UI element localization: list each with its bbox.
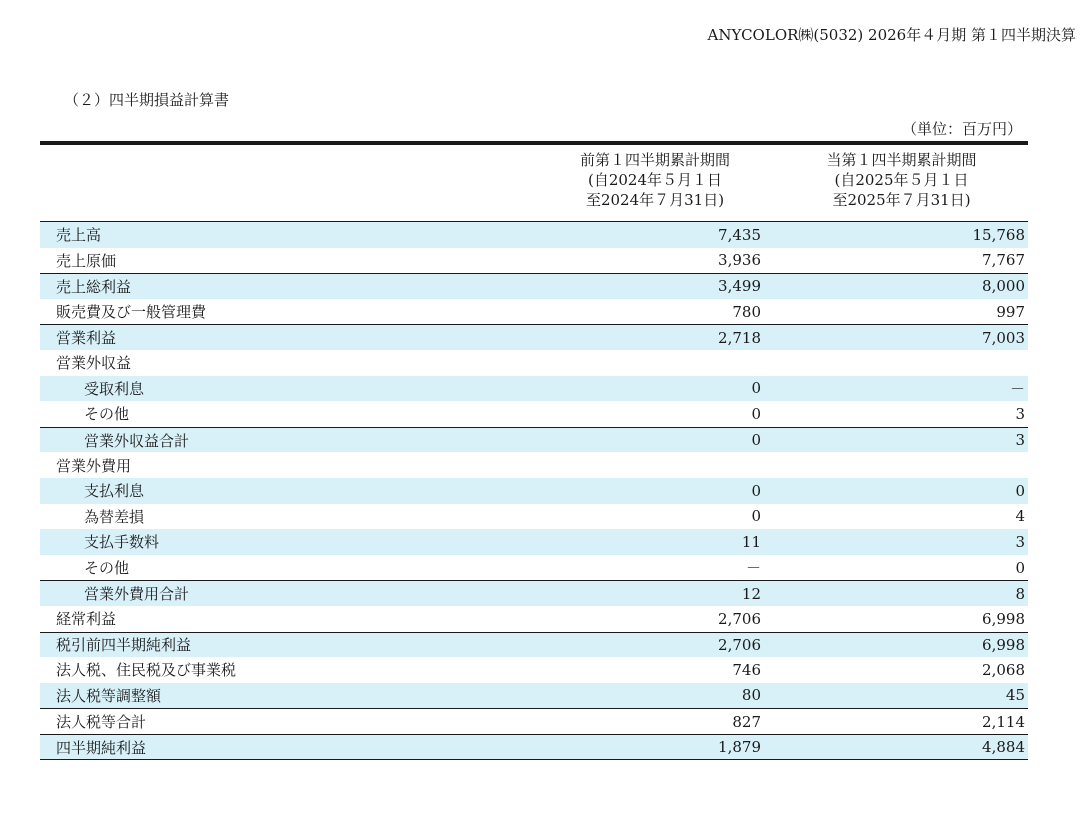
row-label: 受取利息 <box>84 379 145 398</box>
current-value: 4,884 <box>982 738 1025 757</box>
current-value: － <box>1009 379 1025 398</box>
current-value: 2,068 <box>982 660 1025 679</box>
table-row <box>40 376 1028 402</box>
row-label: 営業外費用 <box>56 456 132 475</box>
row-label: 売上原価 <box>56 251 117 270</box>
row-label: 売上高 <box>56 226 102 245</box>
row-label: 販売費及び一般管理費 <box>56 303 207 322</box>
prior-value: 3,936 <box>718 251 761 270</box>
header-current-period-title: 当第１四半期累計期間 <box>826 151 977 169</box>
prior-value: 2,718 <box>718 328 761 347</box>
current-value: 6,998 <box>982 609 1025 628</box>
table-row <box>40 504 1028 530</box>
income-statement-table <box>40 141 1028 760</box>
prior-value: 0 <box>751 379 761 398</box>
prior-value: 0 <box>751 404 761 423</box>
prior-value: 746 <box>732 660 761 679</box>
current-value: 45 <box>1005 686 1025 705</box>
table-row <box>40 427 1028 453</box>
table-row <box>40 350 1028 376</box>
row-label: 営業外収益 <box>56 354 132 373</box>
row-label: 営業外費用合計 <box>84 585 190 604</box>
prior-value: 780 <box>732 302 761 321</box>
document-header: ANYCOLOR㈱(5032) 2026年４月期 第１四半期決算 <box>707 26 1076 44</box>
table-row <box>40 580 1028 606</box>
current-value: 8,000 <box>982 277 1025 296</box>
current-value: 997 <box>996 302 1025 321</box>
table-row <box>40 324 1028 350</box>
table-row <box>40 273 1028 299</box>
current-value: 8 <box>1015 584 1025 603</box>
table-row <box>40 555 1028 581</box>
row-label: 支払手数料 <box>84 533 160 552</box>
prior-value: 827 <box>732 712 761 731</box>
table-header <box>40 145 1028 222</box>
table-row <box>40 606 1028 632</box>
table-row <box>40 452 1028 478</box>
current-value: 7,003 <box>982 328 1025 347</box>
table-row <box>40 632 1028 658</box>
table-bottom-rule <box>40 759 1028 760</box>
current-value: 3 <box>1015 404 1025 423</box>
header-prior-period-to: 至2024年７月31日) <box>585 191 725 209</box>
row-label: 支払利息 <box>84 482 145 501</box>
prior-value: 80 <box>741 686 761 705</box>
row-label: 税引前四半期純利益 <box>56 636 192 655</box>
prior-value: 2,706 <box>718 609 761 628</box>
row-label: 売上総利益 <box>56 277 132 296</box>
table-row <box>40 478 1028 504</box>
table-row <box>40 708 1028 734</box>
row-label: 四半期純利益 <box>56 738 147 757</box>
header-label-column <box>40 145 535 221</box>
current-value: 3 <box>1015 532 1025 551</box>
table-row <box>40 222 1028 248</box>
row-label: その他 <box>84 405 130 424</box>
row-label: 法人税等調整額 <box>56 686 162 705</box>
table-row <box>40 657 1028 683</box>
header-current-period <box>775 145 1028 221</box>
prior-value: － <box>745 559 761 578</box>
header-current-period-from: (自2025年５月１日 <box>834 171 969 189</box>
row-label: 法人税、住民税及び事業税 <box>56 661 237 680</box>
current-value: 3 <box>1015 431 1025 450</box>
prior-value: 2,706 <box>718 635 761 654</box>
unit-label: （単位：百万円） <box>901 120 1022 138</box>
prior-value: 12 <box>741 584 761 603</box>
table-row <box>40 683 1028 709</box>
prior-value: 0 <box>751 481 761 500</box>
table-row <box>40 299 1028 325</box>
row-label: 営業外収益合計 <box>84 431 190 450</box>
header-prior-period-title: 前第１四半期累計期間 <box>579 151 730 169</box>
current-value: 0 <box>1015 558 1025 577</box>
header-prior-period-from: (自2024年５月１日 <box>587 171 723 189</box>
table-row <box>40 734 1028 760</box>
prior-value: 0 <box>751 507 761 526</box>
table-row <box>40 401 1028 427</box>
table-row <box>40 248 1028 274</box>
prior-value: 11 <box>741 532 761 551</box>
row-label: 営業利益 <box>56 329 117 348</box>
current-value: 15,768 <box>972 225 1025 244</box>
row-label: 経常利益 <box>56 610 117 629</box>
row-label: その他 <box>84 559 130 578</box>
prior-value: 3,499 <box>718 277 761 296</box>
header-prior-period <box>535 145 775 221</box>
current-value: 0 <box>1015 481 1025 500</box>
header-current-period-to: 至2025年７月31日) <box>832 191 971 209</box>
current-value: 6,998 <box>982 635 1025 654</box>
current-value: 2,114 <box>982 712 1025 731</box>
row-label: 為替差損 <box>84 507 145 526</box>
current-value: 7,767 <box>982 251 1025 270</box>
current-value: 4 <box>1015 507 1025 526</box>
row-label: 法人税等合計 <box>56 713 147 732</box>
prior-value: 0 <box>751 431 761 450</box>
prior-value: 7,435 <box>718 225 761 244</box>
table-row <box>40 529 1028 555</box>
section-title: （２）四半期損益計算書 <box>64 91 230 109</box>
prior-value: 1,879 <box>718 738 761 757</box>
